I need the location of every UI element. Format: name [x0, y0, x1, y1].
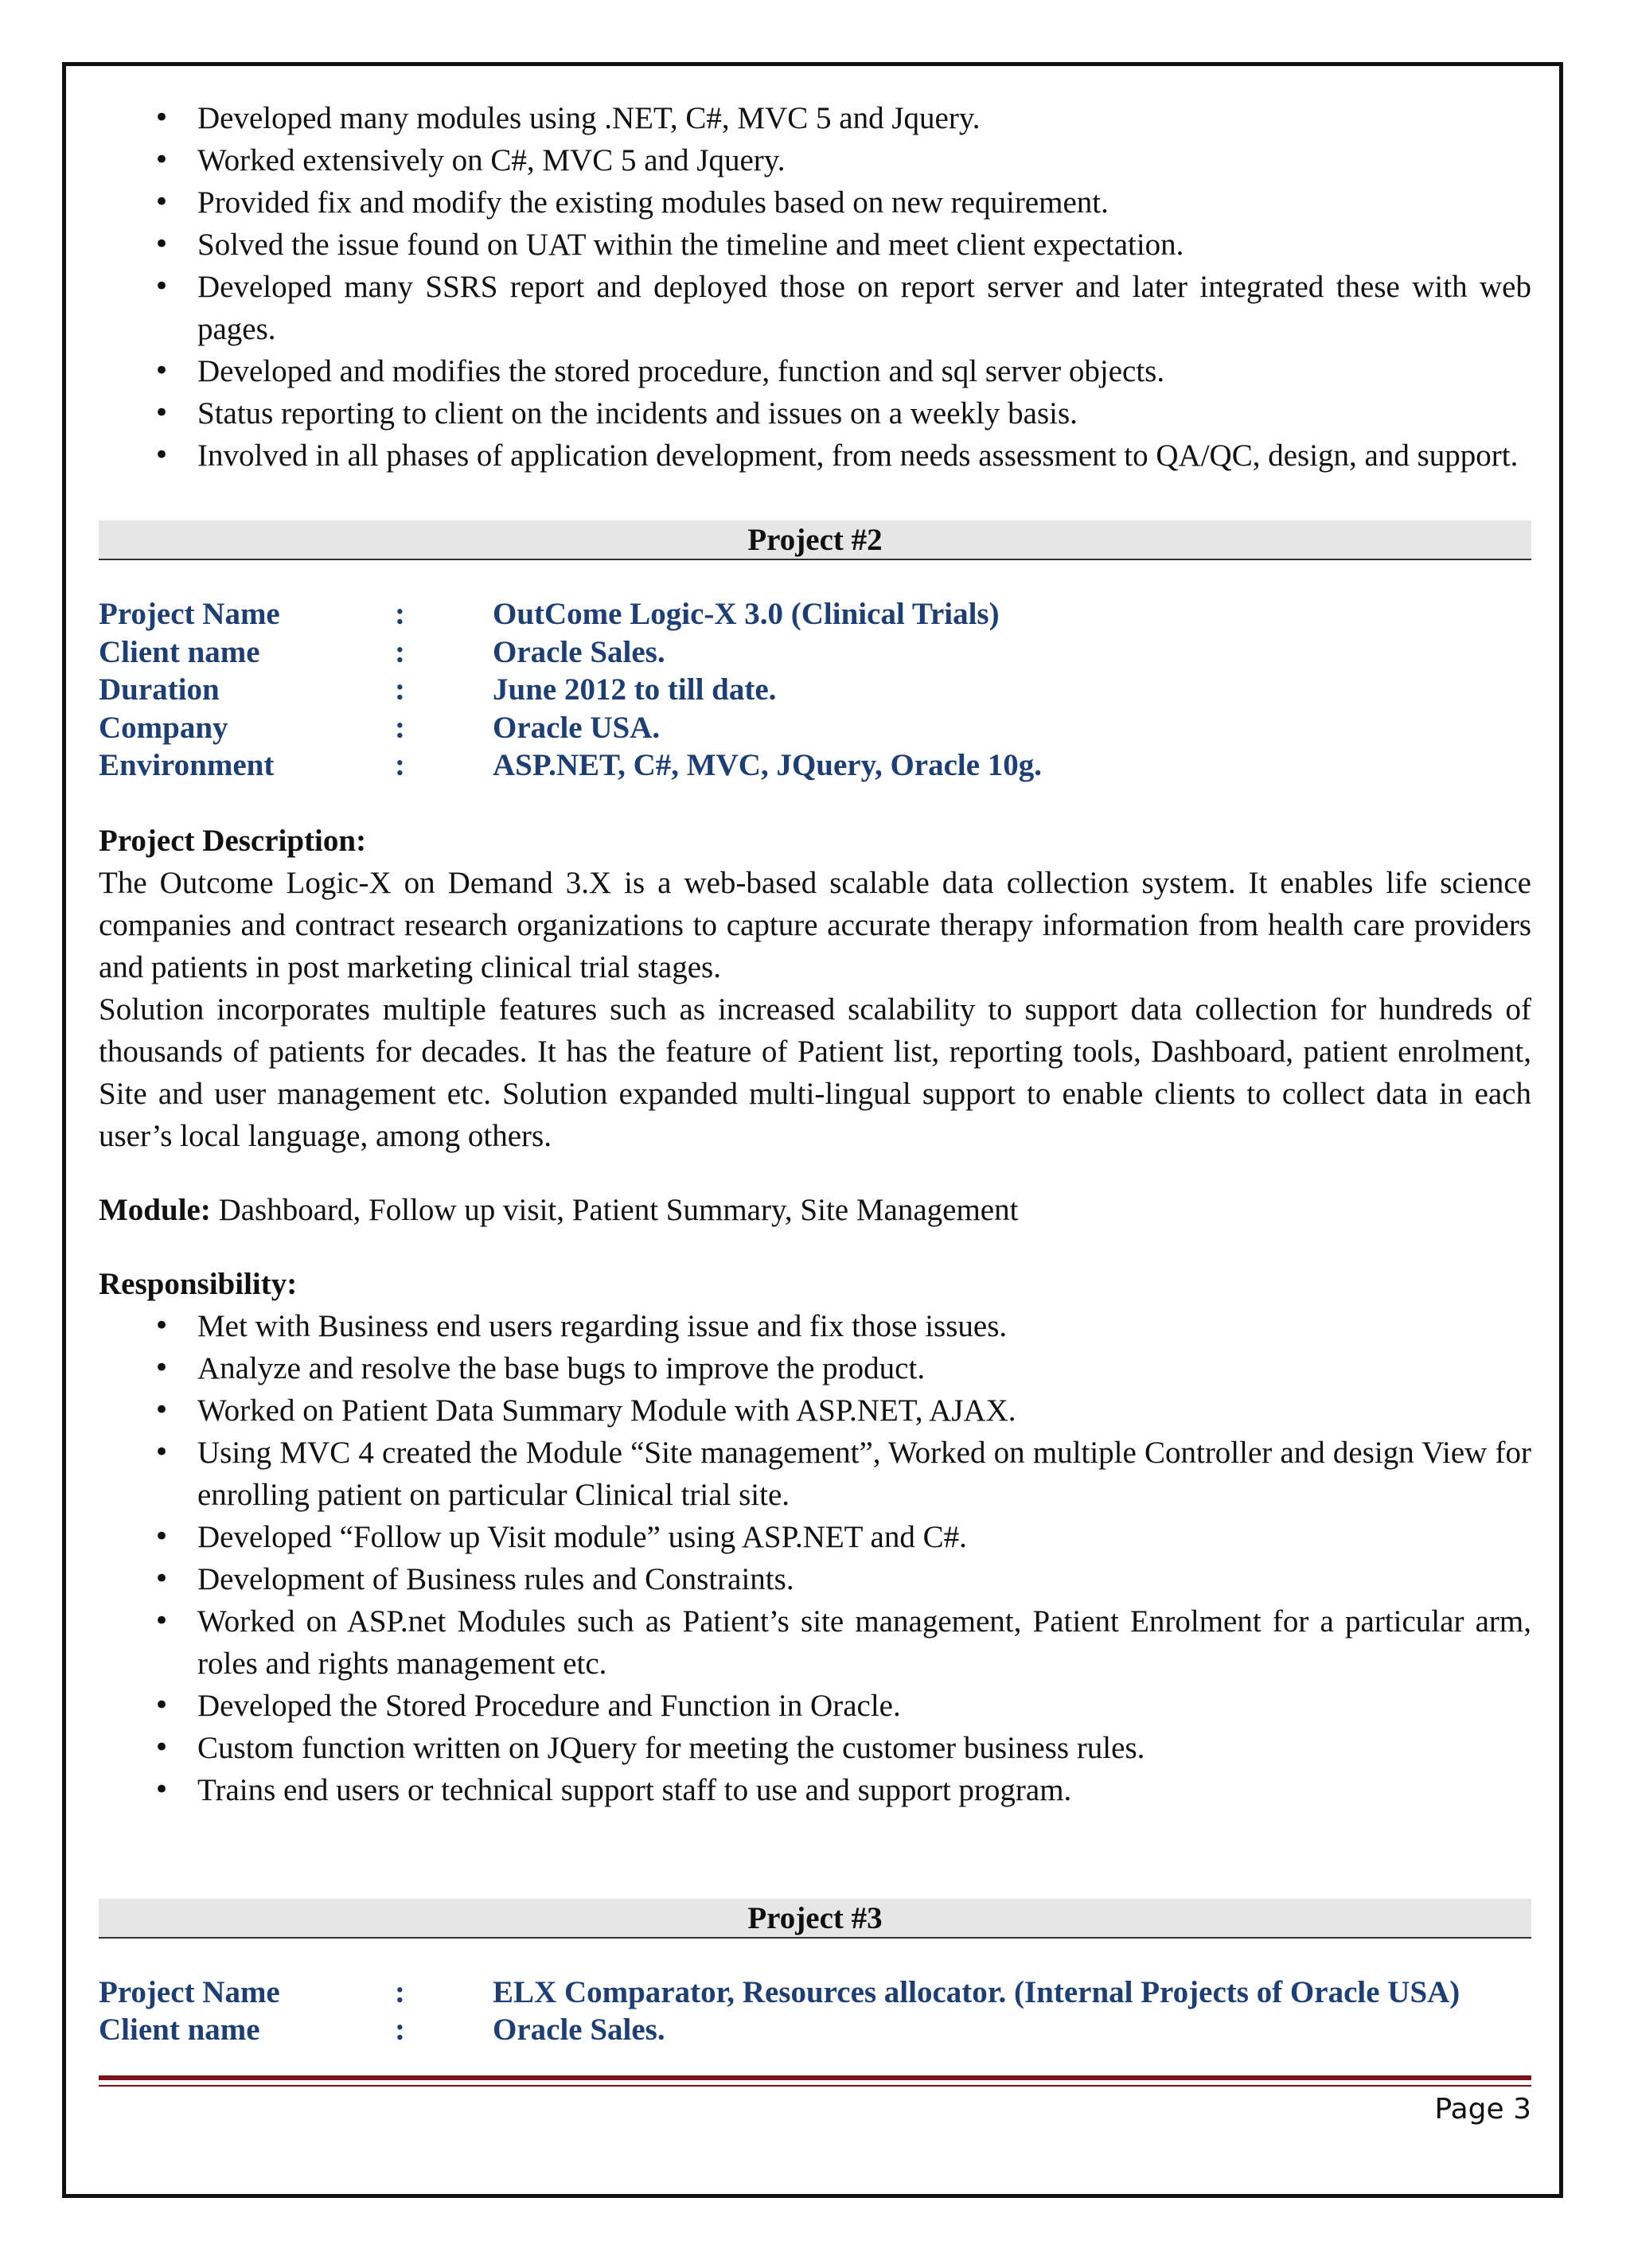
field-separator: :	[395, 597, 405, 631]
list-item: • Worked on ASP.net Modules such as Patient’s site management, Patient Enrolment for a particular arm, roles and rights management etc.	[99, 1600, 1531, 1685]
field-separator: :	[395, 1974, 405, 2009]
field-label: Company	[99, 710, 228, 745]
field-value: Oracle Sales.	[493, 634, 665, 669]
project-description-heading: Project Description:	[99, 823, 367, 858]
field-separator: :	[395, 748, 405, 782]
project-description-paragraph: Solution incorporates multiple features such as increased scalability to support data collection for hundreds of thousands of patients for decades. It has the feature of Patient list, reporting tools, Dashboard, patient enrolment, Site and user management etc. Solution expanded multi-lingual support to enable clients to collect data in each user’s local language, among others.	[99, 992, 1531, 1153]
list-item: • Involved in all phases of application development, from needs assessment to QA/QC, design, and support.	[99, 435, 1531, 477]
list-item: • Met with Business end users regarding issue and fix those issues.	[99, 1305, 1531, 1347]
field-label: Duration	[99, 672, 220, 707]
module-label: Module:	[99, 1192, 211, 1227]
footer-rule	[99, 2075, 1531, 2080]
company-row	[99, 709, 1531, 747]
field-label: Project Name	[99, 1974, 280, 2009]
project-3-details	[99, 1974, 1531, 2049]
client-name-row	[99, 2011, 1531, 2049]
list-item: • Solved the issue found on UAT within the timeline and meet client expectation.	[99, 224, 1531, 266]
field-value: Oracle USA.	[493, 710, 661, 745]
list-item: • Using MVC 4 created the Module “Site management”, Worked on multiple Controller and design View for enrolling patient on particular Clinical trial site.	[99, 1432, 1531, 1516]
resume-content	[99, 97, 1531, 2049]
list-item: • Worked on Patient Data Summary Module with ASP.NET, AJAX.	[99, 1389, 1531, 1432]
list-item: • Provided fix and modify the existing modules based on new requirement.	[99, 181, 1531, 224]
field-value: ELX Comparator, Resources allocator. (Internal Projects of Oracle USA)	[493, 1974, 1460, 2009]
module-line	[99, 1189, 1531, 1231]
list-item: • Development of Business rules and Constraints.	[99, 1558, 1531, 1600]
field-separator: :	[395, 710, 405, 745]
list-item: • Developed “Follow up Visit module” using ASP.NET and C#.	[99, 1516, 1531, 1558]
list-item: • Developed many modules using .NET, C#, MVC 5 and Jquery.	[99, 97, 1531, 139]
field-value: OutCome Logic-X 3.0 (Clinical Trials)	[493, 597, 1000, 631]
list-item: • Trains end users or technical support staff to use and support program.	[99, 1769, 1531, 1811]
list-item: • Analyze and resolve the base bugs to improve the product.	[99, 1347, 1531, 1389]
page-number: Page 3	[1434, 2093, 1531, 2126]
project-name-row	[99, 595, 1531, 633]
module-value: Dashboard, Follow up visit, Patient Summary, Site Management	[210, 1192, 1019, 1227]
project-2-details	[99, 595, 1531, 785]
client-name-row	[99, 633, 1531, 672]
list-item: • Status reporting to client on the incidents and issues on a weekly basis.	[99, 392, 1531, 435]
field-separator: :	[395, 672, 405, 707]
field-label: Project Name	[99, 597, 280, 631]
responsibility-heading: Responsibility:	[99, 1266, 298, 1301]
list-item: • Developed many SSRS report and deployed those on report server and later integrated these with web pages.	[99, 266, 1531, 350]
field-label: Client name	[99, 2013, 260, 2047]
responsibility-list	[99, 1305, 1531, 1811]
environment-row	[99, 746, 1531, 785]
list-item: • Worked extensively on C#, MVC 5 and Jquery.	[99, 139, 1531, 181]
field-value: Oracle Sales.	[493, 2013, 665, 2047]
project-description-paragraph: The Outcome Logic-X on Demand 3.X is a web-based scalable data collection system. It enables life science companies and contract research organizations to capture accurate therapy information from health care providers and patients in post marketing clinical trial stages.	[99, 865, 1531, 984]
top-bullet-list	[99, 97, 1531, 477]
project-2-heading: Project #2	[99, 520, 1531, 560]
field-separator: :	[395, 2013, 405, 2047]
field-label: Client name	[99, 634, 260, 669]
list-item: • Custom function written on JQuery for meeting the customer business rules.	[99, 1727, 1531, 1769]
footer-rule-thin	[99, 2085, 1531, 2087]
duration-row	[99, 671, 1531, 709]
project-3-heading: Project #3	[99, 1899, 1531, 1939]
field-separator: :	[395, 634, 405, 669]
project-name-row	[99, 1974, 1531, 2012]
list-item: • Developed the Stored Procedure and Function in Oracle.	[99, 1685, 1531, 1727]
field-value: June 2012 to till date.	[493, 672, 777, 707]
list-item: • Developed and modifies the stored procedure, function and sql server objects.	[99, 350, 1531, 392]
field-label: Environment	[99, 748, 275, 782]
field-value: ASP.NET, C#, MVC, JQuery, Oracle 10g.	[493, 748, 1043, 782]
